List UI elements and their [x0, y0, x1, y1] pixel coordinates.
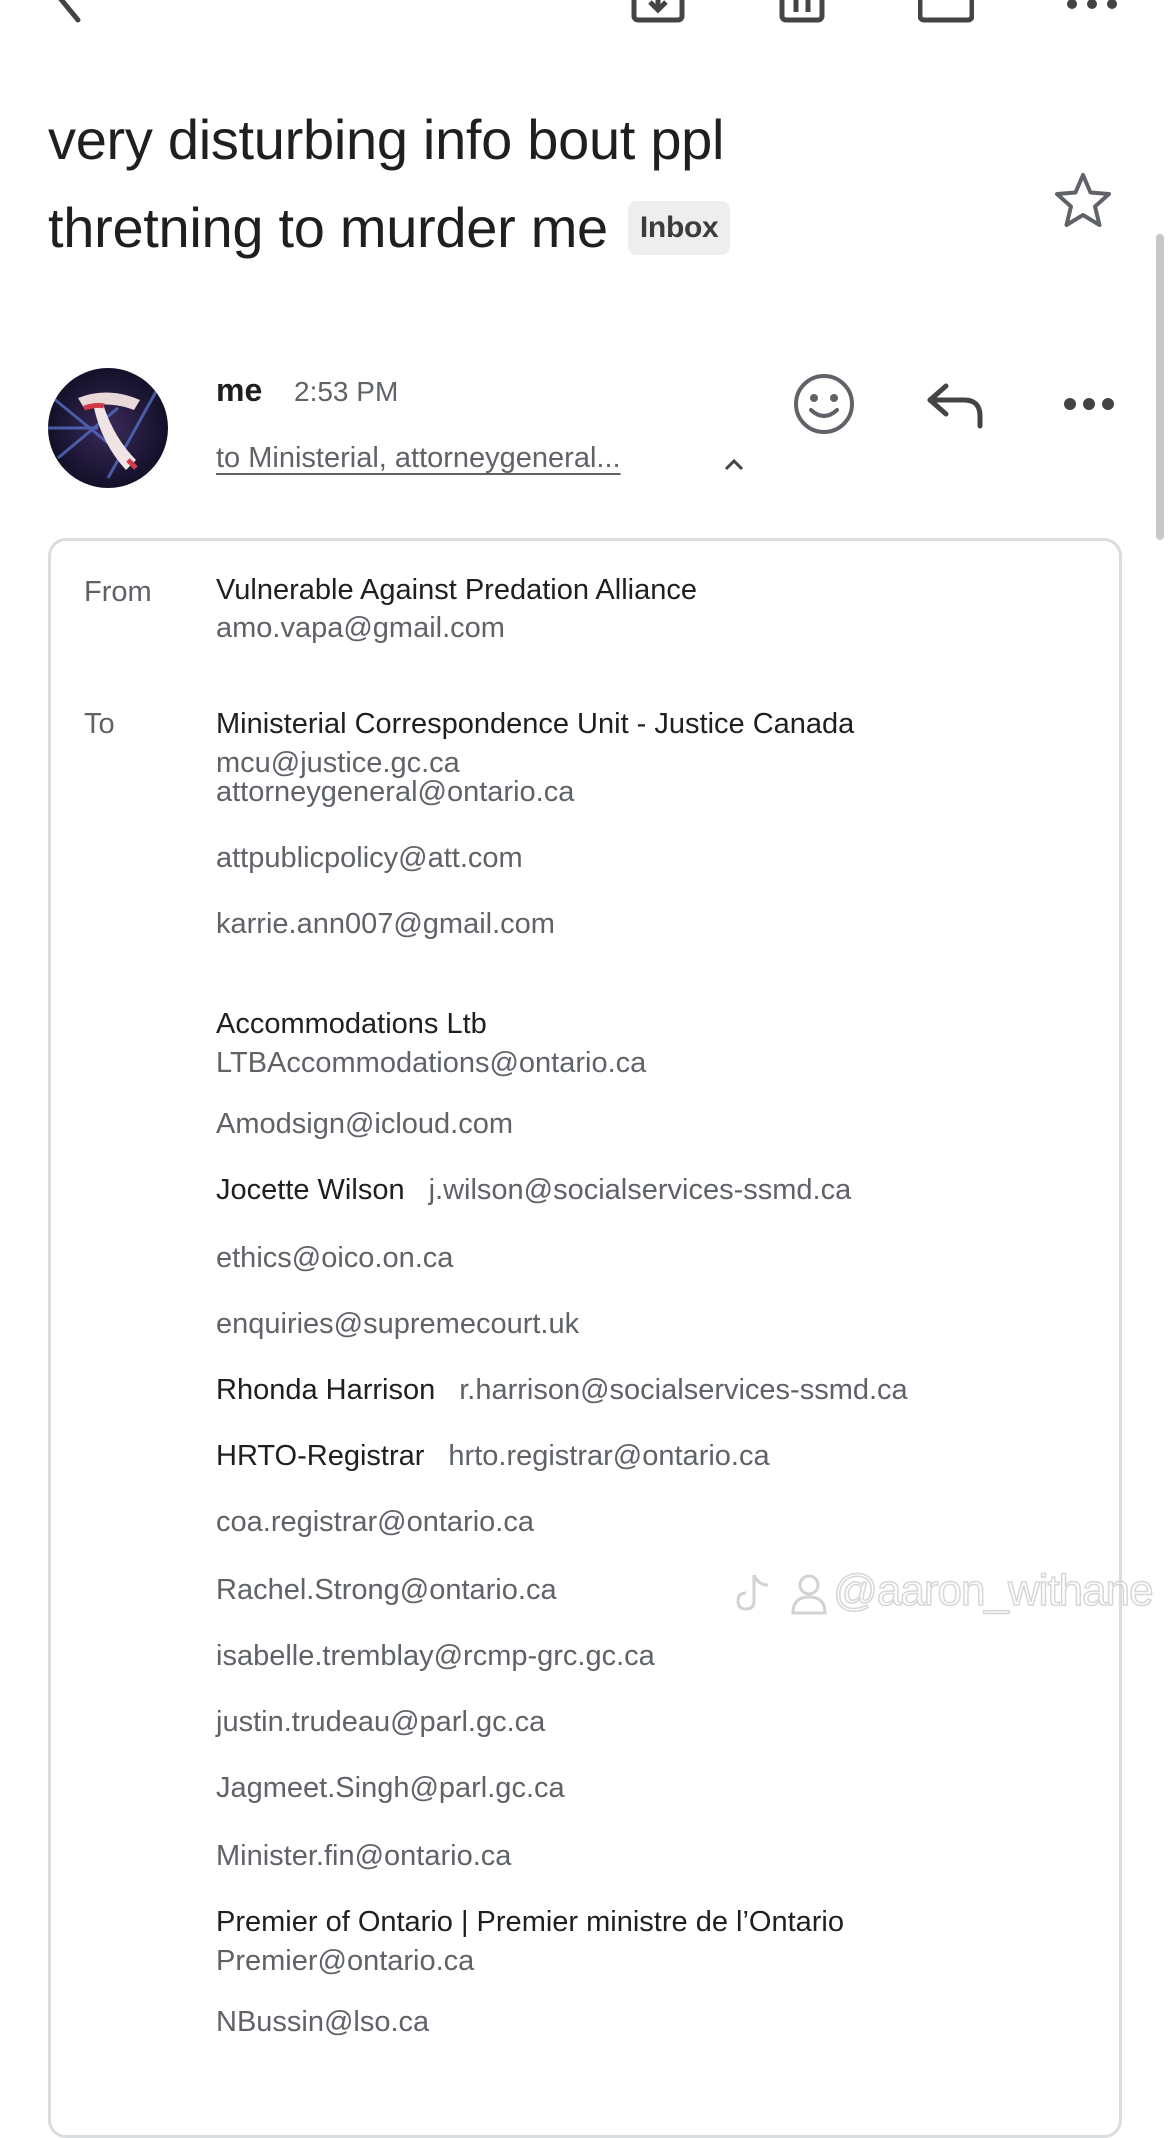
chevron-up-icon[interactable] [722, 452, 746, 476]
more-horizontal-icon[interactable] [1062, 396, 1116, 412]
recipient-item[interactable] [216, 1574, 557, 1607]
recipient-email: Minister.fin@ontario.ca [216, 1840, 512, 1872]
scrollbar[interactable] [1156, 234, 1164, 540]
emoji-icon[interactable] [792, 372, 856, 436]
recipient-name: Ministerial Correspondence Unit - Justice Canada [216, 708, 855, 740]
recipient-item[interactable] [216, 1008, 646, 1080]
recipient-email: karrie.ann007@gmail.com [216, 908, 555, 940]
trash-icon[interactable] [774, 0, 830, 24]
recipient-item[interactable] [216, 1772, 565, 1805]
recipient-item[interactable] [216, 1374, 908, 1407]
recipient-email: attpublicpolicy@att.com [216, 842, 523, 874]
email-subject [48, 96, 968, 272]
recipient-email: justin.trudeau@parl.gc.ca [216, 1706, 546, 1738]
avatar[interactable] [48, 368, 168, 488]
tiktok-logo-icon [734, 1571, 774, 1615]
recipient-item[interactable] [216, 1506, 534, 1539]
recipient-email: LTBAccommodations@ontario.ca [216, 1047, 647, 1079]
subject-line-2 [48, 184, 968, 272]
recipient-item[interactable] [216, 708, 854, 780]
from-email[interactable]: amo.vapa@gmail.com [216, 612, 505, 644]
recipient-email: r.harrison@socialservices-ssmd.ca [459, 1374, 908, 1406]
recipient-name: HRTO-Registrar [216, 1440, 425, 1472]
from-name[interactable]: Vulnerable Against Predation Alliance [216, 574, 697, 606]
recipient-email: Amodsign@icloud.com [216, 1108, 514, 1140]
recipient-name: Rhonda Harrison [216, 1374, 436, 1406]
archive-icon[interactable] [630, 0, 686, 24]
recipient-item[interactable] [216, 1440, 770, 1473]
watermark [734, 1566, 1153, 1616]
recipient-email: attorneygeneral@ontario.ca [216, 776, 575, 808]
mark-unread-icon[interactable] [918, 0, 974, 24]
recipient-item[interactable] [216, 1174, 851, 1207]
recipient-email: Premier@ontario.ca [216, 1945, 475, 1977]
from-label: From [84, 576, 152, 608]
recipient-email: j.wilson@socialservices-ssmd.ca [428, 1174, 852, 1206]
subject-line-2-text: thretning to murder me [48, 196, 608, 259]
recipient-item[interactable] [216, 1840, 511, 1873]
recipient-item[interactable] [216, 776, 574, 809]
recipient-name: Jocette Wilson [216, 1174, 405, 1206]
recipient-email: isabelle.tremblay@rcmp-grc.gc.ca [216, 1640, 655, 1672]
recipient-email: Jagmeet.Singh@parl.gc.ca [216, 1772, 565, 1804]
sender-name[interactable]: me [216, 372, 263, 408]
recipient-item[interactable] [216, 908, 555, 941]
recipient-item[interactable] [216, 1640, 655, 1673]
recipient-item[interactable] [216, 2006, 429, 2039]
subject-line-1: very disturbing info bout ppl [48, 108, 725, 171]
recipient-item[interactable] [216, 1108, 513, 1141]
reply-icon[interactable] [924, 380, 986, 430]
recipient-email: Rachel.Strong@ontario.ca [216, 1574, 557, 1606]
back-arrow-icon[interactable] [44, 0, 84, 26]
recipient-name: Accommodations Ltb [216, 1008, 487, 1040]
sent-time: 2:53 PM [294, 376, 399, 407]
recipient-email: ethics@oico.on.ca [216, 1242, 454, 1274]
watermark-text: @aaron_withane [833, 1566, 1153, 1615]
recipient-email: enquiries@supremecourt.uk [216, 1308, 580, 1340]
user-icon [789, 1571, 829, 1615]
more-horizontal-icon[interactable] [1064, 0, 1120, 20]
recipient-item[interactable] [216, 1906, 844, 1978]
top-toolbar [0, 0, 1170, 40]
star-outline-icon[interactable] [1052, 170, 1114, 232]
recipients-summary-link[interactable]: to Ministerial, attorneygeneral... [216, 442, 621, 474]
recipient-email: coa.registrar@ontario.ca [216, 1506, 534, 1538]
recipient-item[interactable] [216, 1706, 545, 1739]
recipient-email: NBussin@lso.ca [216, 2006, 430, 2038]
avatar-image [48, 368, 168, 488]
recipient-email: hrto.registrar@ontario.ca [448, 1440, 770, 1472]
to-label: To [84, 708, 115, 740]
recipient-email: mcu@justice.gc.ca [216, 747, 460, 779]
recipient-item[interactable] [216, 1308, 579, 1341]
recipient-name: Premier of Ontario | Premier ministre de l’Ontario [216, 1906, 845, 1938]
recipient-item[interactable] [216, 1242, 453, 1275]
inbox-label-badge[interactable]: Inbox [628, 201, 731, 255]
recipient-item[interactable] [216, 842, 523, 875]
